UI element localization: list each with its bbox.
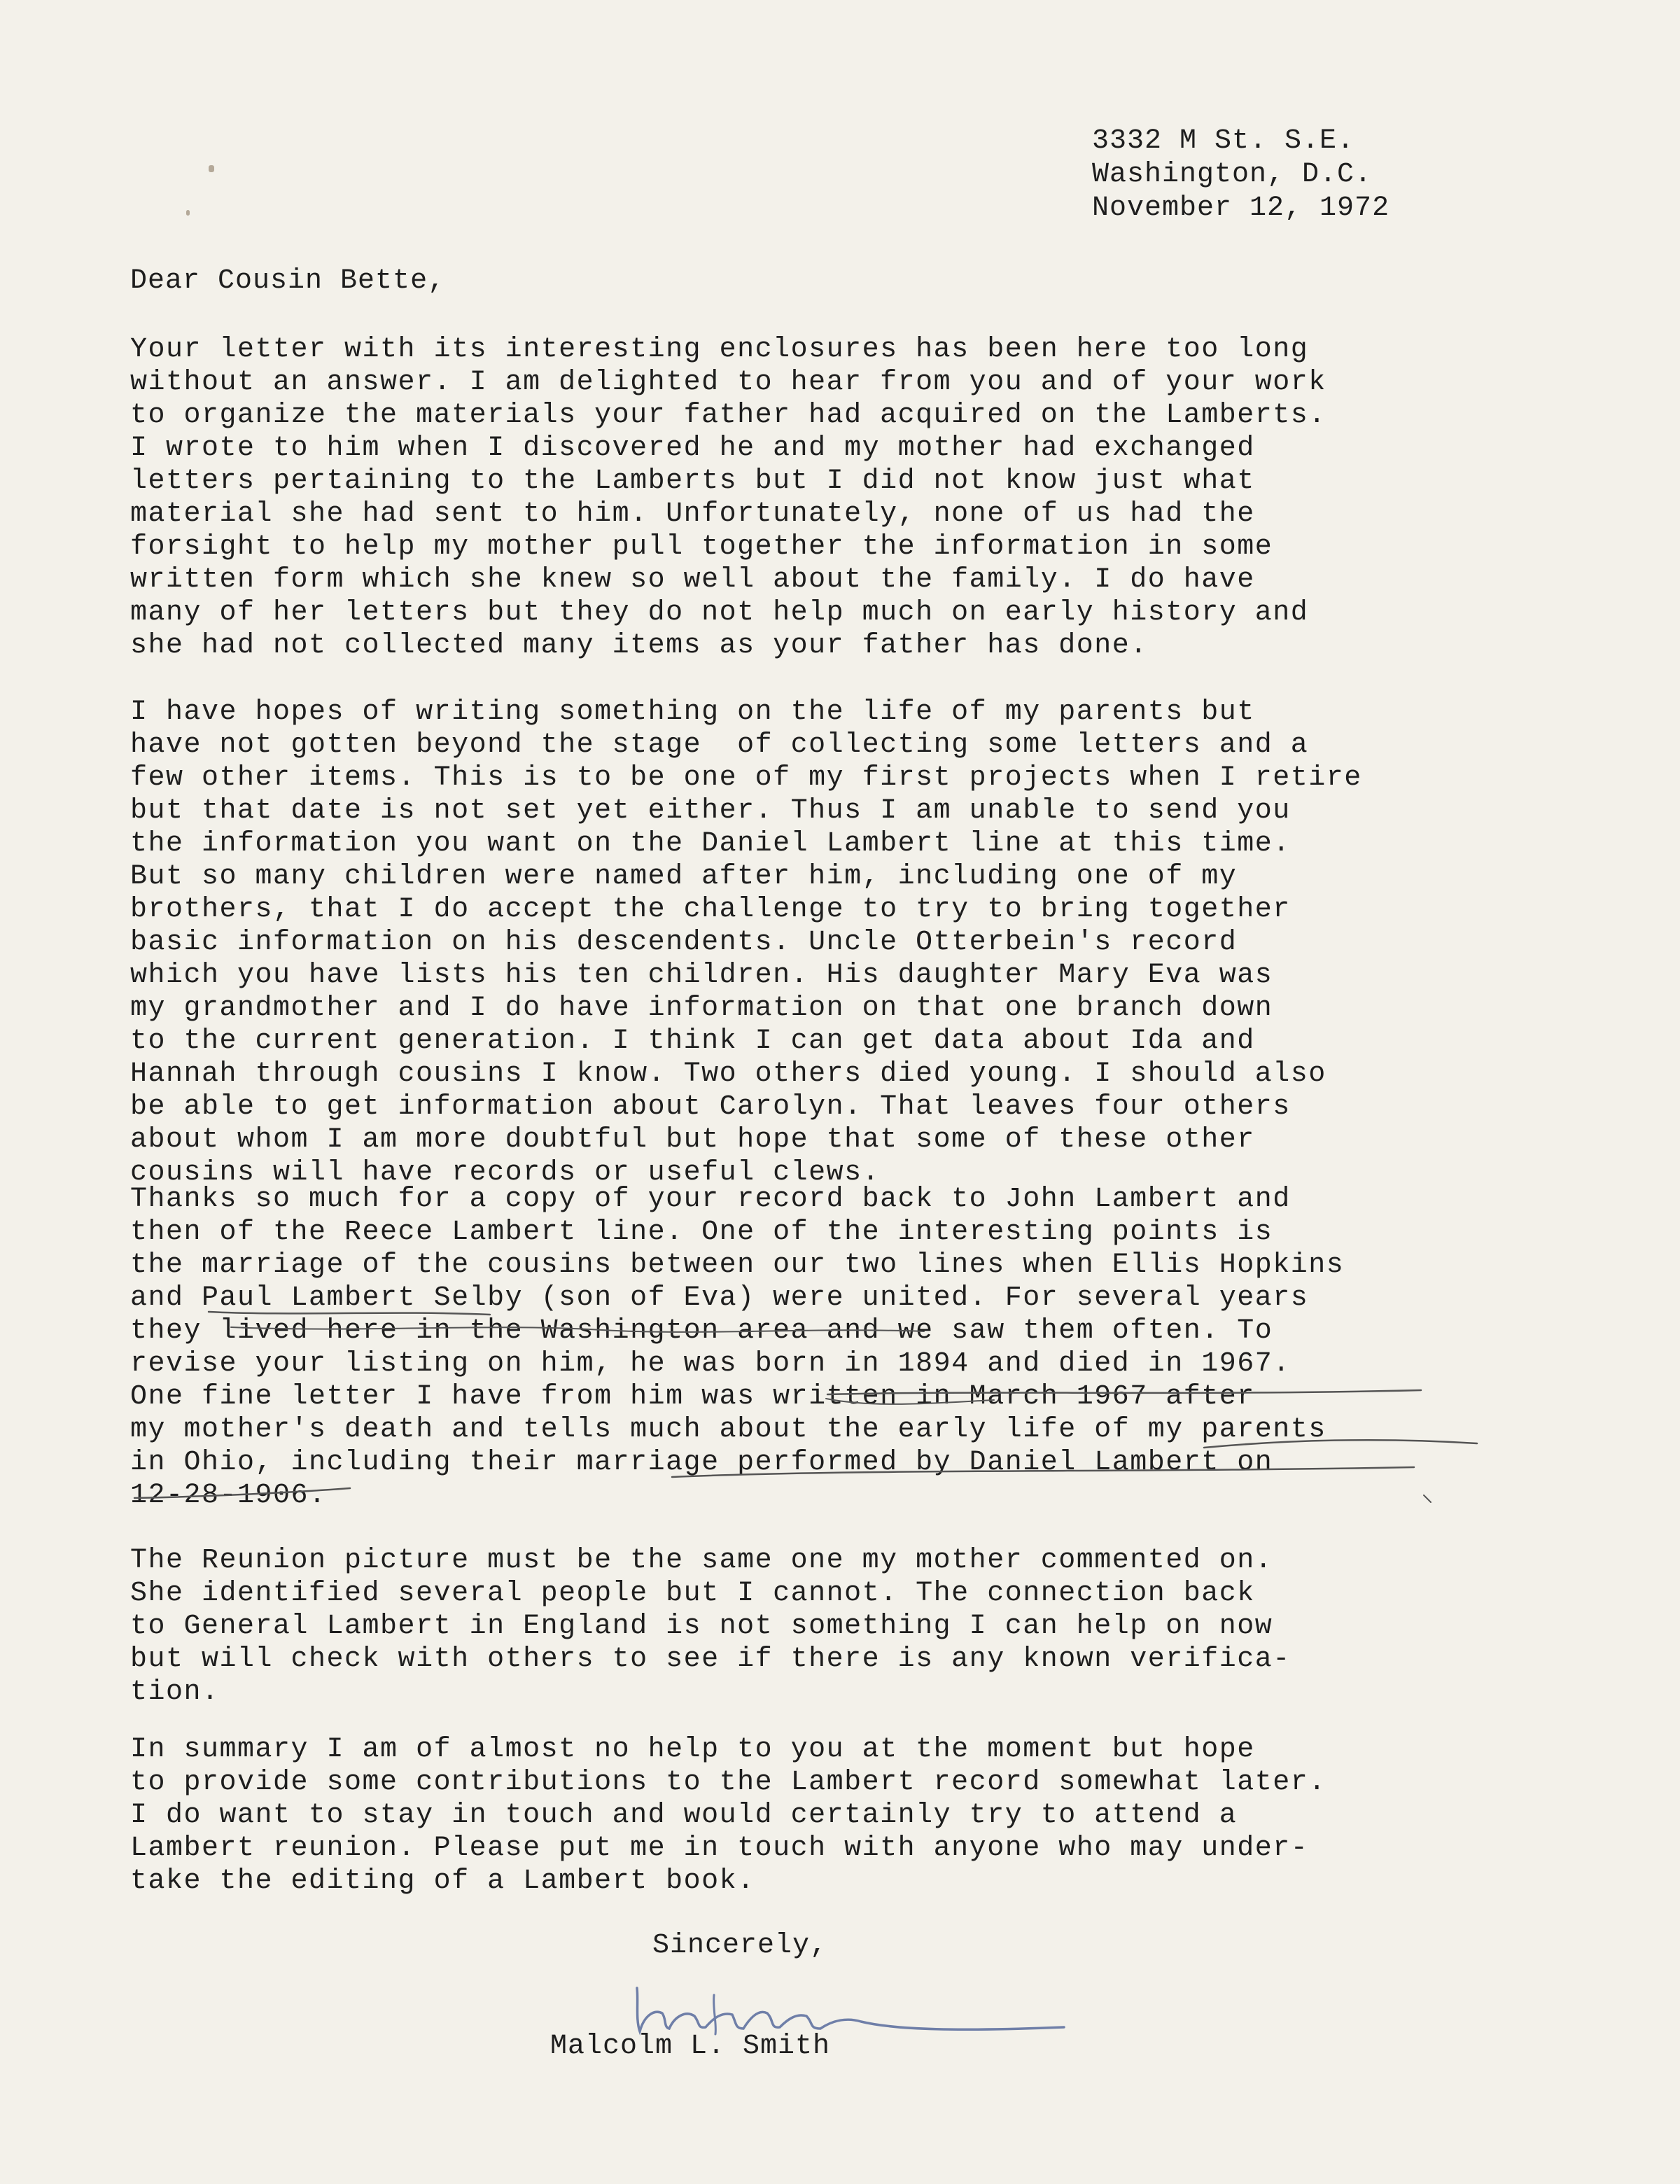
pencil-tick: [1424, 1495, 1431, 1502]
text-line: have not gotten beyond the stage of collecting some letters and a: [130, 729, 1309, 761]
text-line: take the editing of a Lambert book.: [130, 1865, 755, 1897]
text-line: the marriage of the cousins between our two lines when Ellis Hopkins: [130, 1250, 1345, 1281]
address-city: Washington, D.C.: [1092, 159, 1373, 190]
text-line: to organize the materials your father had acquired on the Lamberts.: [130, 400, 1326, 431]
text-line: One fine letter I have from him was written in March 1967 after: [130, 1381, 1255, 1413]
text-line: my grandmother and I do have information on that one branch down: [130, 993, 1273, 1024]
typed-signature-name: Malcolm L. Smith: [550, 2031, 831, 2062]
text-line: forsight to help my mother pull together the information in some: [130, 531, 1273, 563]
text-line: Lambert reunion. Please put me in touch with anyone who may under-: [130, 1833, 1309, 1864]
text-line: she had not collected many items as your father has done.: [130, 630, 1148, 662]
paragraph-1: [130, 333, 1326, 662]
text-line: which you have lists his ten children. His daughter Mary Eva was: [130, 960, 1273, 991]
text-line: The Reunion picture must be the same one my mother commented on.: [130, 1545, 1273, 1576]
text-line: to provide some contributions to the Lambert record somewhat later.: [130, 1767, 1326, 1798]
text-line: then of the Reece Lambert line. One of the interesting points is: [130, 1217, 1273, 1248]
text-line: 12-28-1906.: [130, 1480, 327, 1511]
text-line: and Paul Lambert Selby (son of Eva) were united. For several years: [130, 1282, 1309, 1314]
text-line: In summary I am of almost no help to you at the moment but hope: [130, 1734, 1255, 1765]
salutation: Dear Cousin Bette,: [130, 265, 446, 297]
paragraph-4: [130, 1544, 1291, 1709]
text-line: I do want to stay in touch and would certainly try to attend a: [130, 1800, 1238, 1831]
text-line: they lived here in the Washington area and we saw them often. To: [130, 1315, 1273, 1347]
text-line: in Ohio, including their marriage performed by Daniel Lambert on: [130, 1447, 1273, 1478]
paper-speck: [209, 165, 214, 172]
paragraph-2: [130, 696, 1362, 1189]
text-line: to General Lambert in England is not something I can help on now: [130, 1611, 1273, 1642]
paragraph-3: [130, 1183, 1344, 1512]
signature-stroke: [714, 1995, 716, 2034]
text-line: letters pertaining to the Lamberts but I did not know just what: [130, 465, 1255, 497]
text-line: few other items. This is to be one of my first projects when I retire: [130, 762, 1362, 794]
text-line: but will check with others to see if there is any known verifica-: [130, 1644, 1291, 1675]
paragraph-5: [130, 1733, 1326, 1898]
text-line: Your letter with its interesting enclosures has been here too long: [130, 334, 1309, 365]
text-line: Hannah through cousins I know. Two others died young. I should also: [130, 1058, 1326, 1090]
address-street: 3332 M St. S.E.: [1092, 125, 1355, 157]
text-line: many of her letters but they do not help much on early history and: [130, 597, 1309, 629]
text-line: my mother's death and tells much about the early life of my parents: [130, 1414, 1326, 1446]
text-line: brothers, that I do accept the challenge to try to bring together: [130, 894, 1291, 925]
text-line: material she had sent to him. Unfortunately, none of us had the: [130, 498, 1255, 530]
text-line: without an answer. I am delighted to hear from you and of your work: [130, 367, 1326, 398]
text-line: cousins will have records or useful clews.: [130, 1157, 881, 1189]
text-line: to the current generation. I think I can get data about Ida and: [130, 1026, 1255, 1057]
text-line: the information you want on the Daniel Lambert line at this time.: [130, 828, 1291, 860]
signature-stroke: [637, 1988, 1064, 2031]
text-line: about whom I am more doubtful but hope that some of these other: [130, 1124, 1255, 1156]
text-line: I wrote to him when I discovered he and my mother had exchanged: [130, 433, 1255, 464]
paper-speck: [186, 210, 190, 216]
text-line: But so many children were named after him, including one of my: [130, 861, 1238, 892]
closing: Sincerely,: [652, 1930, 828, 1961]
text-line: basic information on his descendents. Uncle Otterbein's record: [130, 927, 1238, 958]
text-line: tion.: [130, 1676, 220, 1708]
letter-date: November 12, 1972: [1092, 192, 1390, 224]
text-line: written form which she knew so well about the family. I do have: [130, 564, 1255, 596]
text-line: be able to get information about Carolyn. That leaves four others: [130, 1091, 1291, 1123]
text-line: She identified several people but I cannot. The connection back: [130, 1578, 1255, 1609]
text-line: revise your listing on him, he was born in 1894 and died in 1967.: [130, 1348, 1291, 1380]
text-line: I have hopes of writing something on the life of my parents but: [130, 696, 1255, 728]
sender-address-block: [1092, 125, 1390, 225]
text-line: Thanks so much for a copy of your record back to John Lambert and: [130, 1184, 1291, 1215]
text-line: but that date is not set yet either. Thus I am unable to send you: [130, 795, 1291, 827]
